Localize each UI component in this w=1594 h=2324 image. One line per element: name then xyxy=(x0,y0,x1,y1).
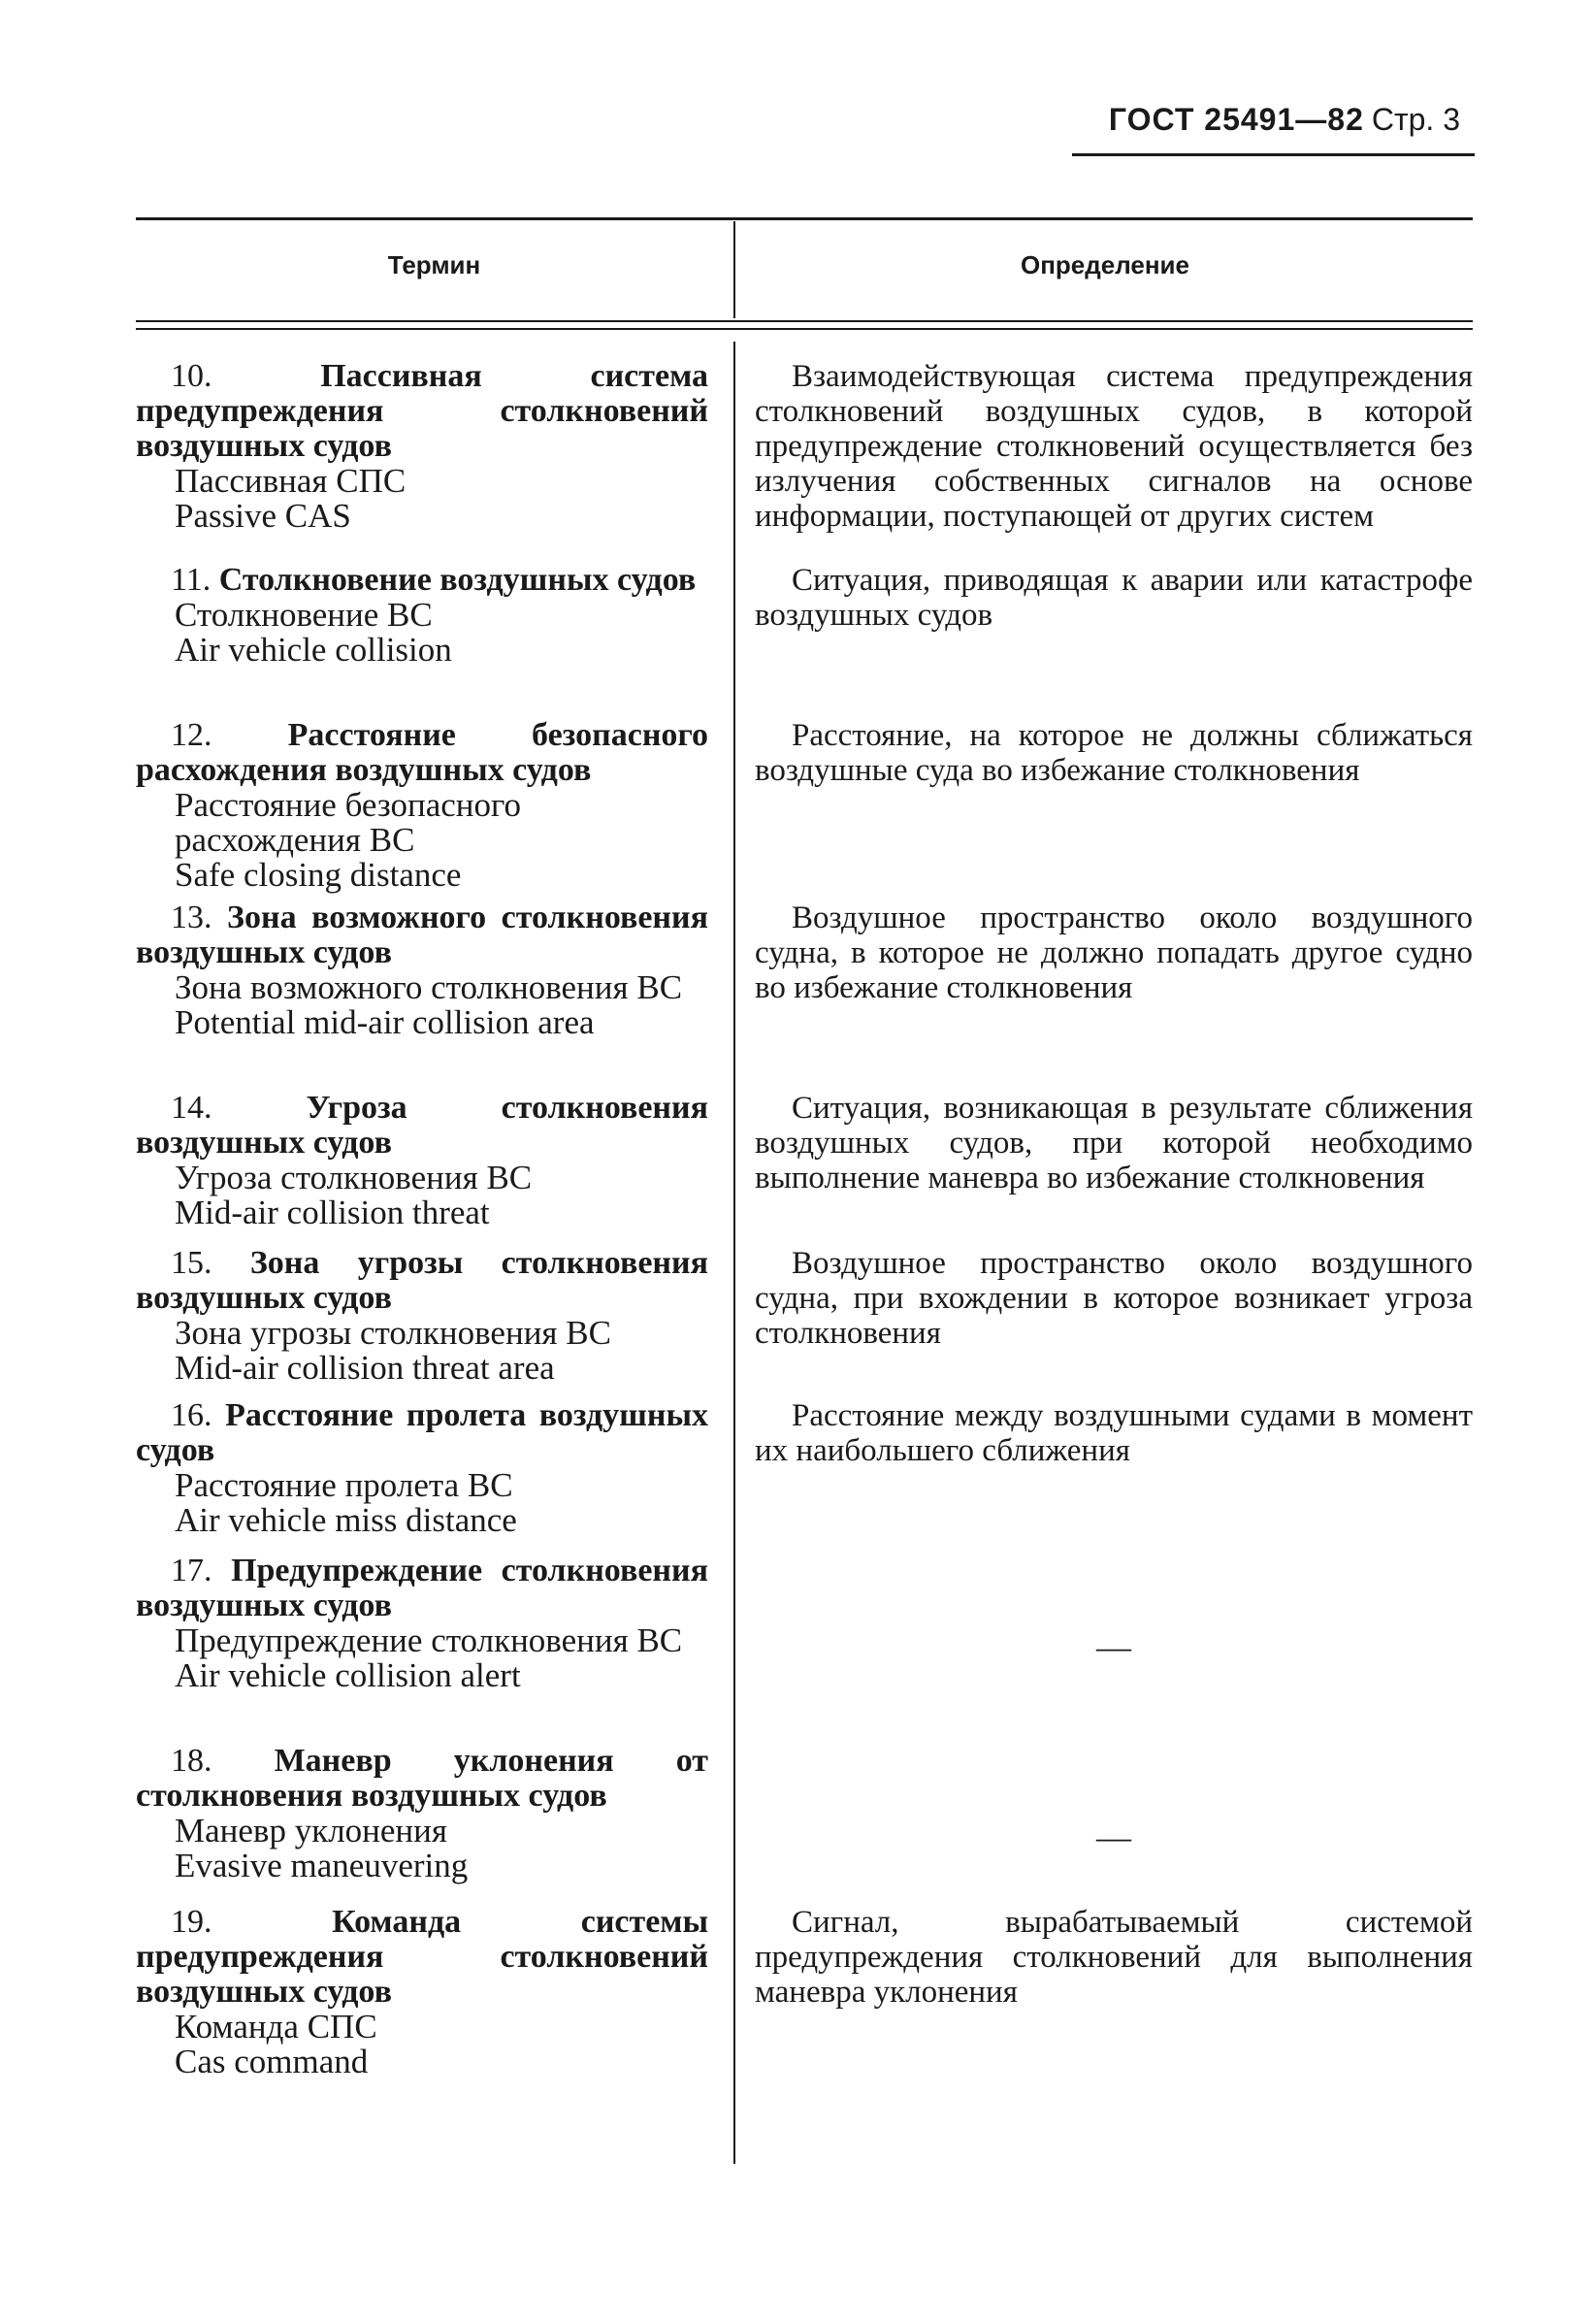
term-title xyxy=(136,1246,708,1316)
term-name: Расстояние безопасного расхождения воздушных судов xyxy=(136,717,708,788)
term-name: Расстояние пролета воздушных судов xyxy=(136,1397,708,1468)
term-short: Расстояние безопасного расхождения ВС xyxy=(175,786,522,859)
term-number: 14. xyxy=(171,1090,212,1126)
term-title xyxy=(136,1744,708,1814)
column-header-definition: Определение xyxy=(1020,250,1189,279)
term-cell xyxy=(136,1246,708,1398)
definition-cell: Воздушное пространство около воздушного судна, при вхождении в которое возникает угроза столкновения xyxy=(755,1246,1473,1351)
definition-cell: Расстояние между воздушными судами в момент их наибольшего сближения xyxy=(755,1398,1473,1468)
definition-cell: Сигнал, вырабатываемый системой предупреждения столкновений для выполнения маневра уклонения xyxy=(755,1905,1473,2010)
term-english: Cas command xyxy=(175,2043,369,2080)
definition-cell: — xyxy=(1096,1817,1131,1856)
term-cell xyxy=(136,718,708,900)
term-number: 19. xyxy=(171,1904,212,1940)
term-name: Маневр уклонения от столкновения воздушных судов xyxy=(136,1743,708,1814)
term-english: Mid-air collision threat area xyxy=(175,1349,555,1387)
term-name: Предупреждение столкновения воздушных судов xyxy=(136,1553,708,1623)
standard-number: ГОСТ 25491—82 xyxy=(1108,102,1364,137)
term-number: 18. xyxy=(171,1743,212,1779)
header-bottom-rule-double xyxy=(136,328,1473,330)
definition-cell: Ситуация, возникающая в результате сближения воздушных судов, при которой необходимо выполнение маневра во избежание столкновения xyxy=(755,1091,1473,1195)
term-name: Зона угрозы столкновения воздушных судов xyxy=(136,1245,708,1316)
table-row xyxy=(0,359,1594,563)
table-row xyxy=(0,1905,1594,2099)
term-number: 17. xyxy=(171,1553,212,1588)
term-cell xyxy=(136,1554,708,1744)
term-title xyxy=(136,1091,708,1161)
table-row xyxy=(0,1554,1594,1744)
term-title xyxy=(136,718,708,788)
table-top-rule xyxy=(136,217,1473,220)
definition-cell: Взаимодействующая система предупреждения столкновений воздушных судов, в которой предупреждение столкновений осуществляется без излучения собственных сигналов на основе информации, поступающей от других систем xyxy=(755,359,1473,534)
term-number: 10. xyxy=(171,358,212,394)
term-short: Предупреждение столкновения ВС xyxy=(175,1621,683,1659)
term-name: Столкновение воздушных судов xyxy=(218,562,697,598)
term-number: 16. xyxy=(171,1397,212,1433)
page-number: Стр. 3 xyxy=(1371,102,1460,137)
term-short: Маневр уклонения xyxy=(175,1812,447,1849)
term-english: Air vehicle miss distance xyxy=(175,1501,517,1539)
term-title xyxy=(136,1905,708,2010)
table-row xyxy=(0,1398,1594,1554)
term-english: Evasive maneuvering xyxy=(175,1847,469,1884)
term-short: Зона возможного столкновения ВС xyxy=(175,968,683,1006)
term-short: Угроза столкновения ВС xyxy=(175,1159,533,1196)
term-short: Столкновение ВС xyxy=(175,596,433,634)
term-title xyxy=(136,563,708,598)
term-english: Mid-air collision threat xyxy=(175,1194,490,1231)
table-row xyxy=(0,718,1594,900)
definition-cell: Воздушное пространство около воздушного судна, в которое не должно попадать другое судно во избежание столкновения xyxy=(755,900,1473,1005)
definition-cell: — xyxy=(1096,1627,1131,1666)
term-english: Air vehicle collision xyxy=(175,631,452,669)
term-name: Команда системы предупреждения столкновений воздушных судов xyxy=(136,1904,709,2010)
table-row xyxy=(0,900,1594,1091)
term-name: Угроза столкновения воздушных судов xyxy=(136,1090,708,1161)
term-english: Air vehicle collision alert xyxy=(175,1656,521,1694)
term-title xyxy=(136,1554,708,1623)
term-short: Зона угрозы столкновения ВС xyxy=(175,1314,611,1352)
term-short: Пассивная СПС xyxy=(175,462,407,500)
term-title xyxy=(136,1398,708,1468)
header-rule xyxy=(1072,153,1475,156)
term-short: Команда СПС xyxy=(175,2008,377,2046)
definition-cell: Расстояние, на которое не должны сближаться воздушные суда во избежание столкновения xyxy=(755,718,1473,788)
terms-table xyxy=(0,359,1594,2099)
term-name: Пассивная система предупреждения столкновений воздушных судов xyxy=(136,358,708,464)
term-cell xyxy=(136,1905,708,2099)
term-english: Passive CAS xyxy=(175,497,351,535)
term-cell xyxy=(136,1744,708,1905)
column-header-term: Термин xyxy=(387,250,481,279)
table-row xyxy=(0,1091,1594,1246)
term-number: 13. xyxy=(171,900,212,935)
term-english: Potential mid-air collision area xyxy=(175,1003,595,1041)
term-english: Safe closing distance xyxy=(175,856,462,894)
term-title xyxy=(136,900,708,970)
term-number: 15. xyxy=(171,1245,212,1281)
term-cell xyxy=(136,563,708,718)
table-row xyxy=(0,1744,1594,1905)
term-cell xyxy=(136,900,708,1091)
definition-cell: Ситуация, приводящая к аварии или катастрофе воздушных судов xyxy=(755,563,1473,633)
term-cell xyxy=(136,1091,708,1246)
term-number: 11. xyxy=(171,562,211,598)
term-name: Зона возможного столкновения воздушных судов xyxy=(136,900,708,970)
header-bottom-rule xyxy=(136,320,1473,322)
table-row xyxy=(0,1246,1594,1398)
page-header xyxy=(1109,103,1460,137)
column-divider-header xyxy=(733,221,735,318)
term-number: 12. xyxy=(171,717,212,753)
term-short: Расстояние пролета ВС xyxy=(175,1466,513,1504)
term-cell xyxy=(136,359,708,563)
term-title xyxy=(136,359,708,464)
term-cell xyxy=(136,1398,708,1554)
table-row xyxy=(0,563,1594,718)
